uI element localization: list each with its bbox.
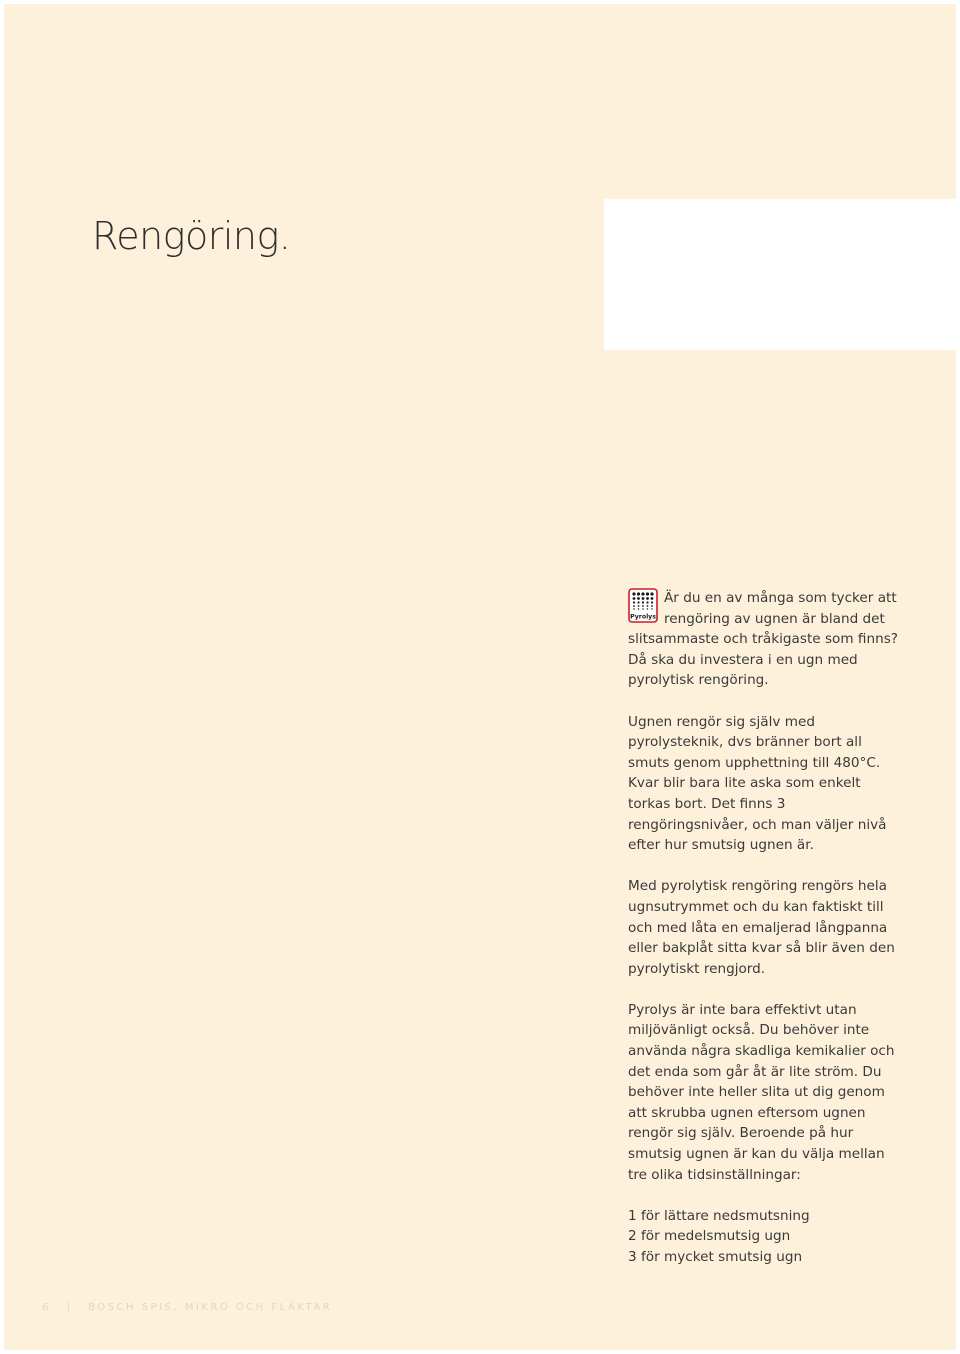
footer-separator: |	[66, 1302, 73, 1313]
page-footer	[42, 1302, 342, 1313]
cleaning-levels-list	[628, 1206, 900, 1268]
logo-label: Pyrolys	[630, 613, 656, 621]
paragraph: Ugnen rengör sig själv med pyrolysteknik, dvs bränner bort all smuts genom upphettning till 480°C. Kvar blir bara lite aska som enkelt torkas bort. Det finns 3 rengöringsnivåer, och man väljer nivå efter hur smutsig ugnen är.	[628, 713, 887, 854]
paragraph-text: Är du en av många som tycker att rengöring av ugnen är bland det slitsammaste och tråkigaste som finns? Då ska du investera i en ugn med pyrolytisk rengöring.	[628, 590, 899, 689]
pyrolys-logo-icon	[628, 588, 658, 623]
footer-text: BOSCH SPIS, MIKRO OCH FLÄKTAR	[88, 1302, 333, 1313]
paragraph-intro	[628, 588, 900, 691]
article-body	[628, 588, 900, 1288]
paragraph: Pyrolys är inte bara effektivt utan miljövänligt också. Du behöver inte använda några skadliga kemikalier och det enda som går åt är lite ström. Du behöver inte heller slita ut dig genom att skrubba ugnen eftersom ugnen rengör sig själv. Beroende på hur smutsig ugnen är kan du välja mellan tre olika tidsinställningar:	[628, 1001, 895, 1183]
list-item: 1 för lättare nedsmutsning	[628, 1207, 810, 1224]
image-placeholder	[604, 199, 956, 350]
page-number: 6	[42, 1302, 51, 1313]
list-item: 2 för medelsmutsig ugn	[628, 1228, 791, 1245]
page-title: Rengöring.	[92, 214, 291, 258]
list-item: 3 för mycket smutsig ugn	[628, 1249, 803, 1265]
paragraph: Med pyrolytisk rengöring rengörs hela ugnsutrymmet och du kan faktiskt till och med låta en emaljerad långpanna eller bakplåt sitta kvar så blir även den pyrolytiskt rengjord.	[628, 878, 895, 977]
